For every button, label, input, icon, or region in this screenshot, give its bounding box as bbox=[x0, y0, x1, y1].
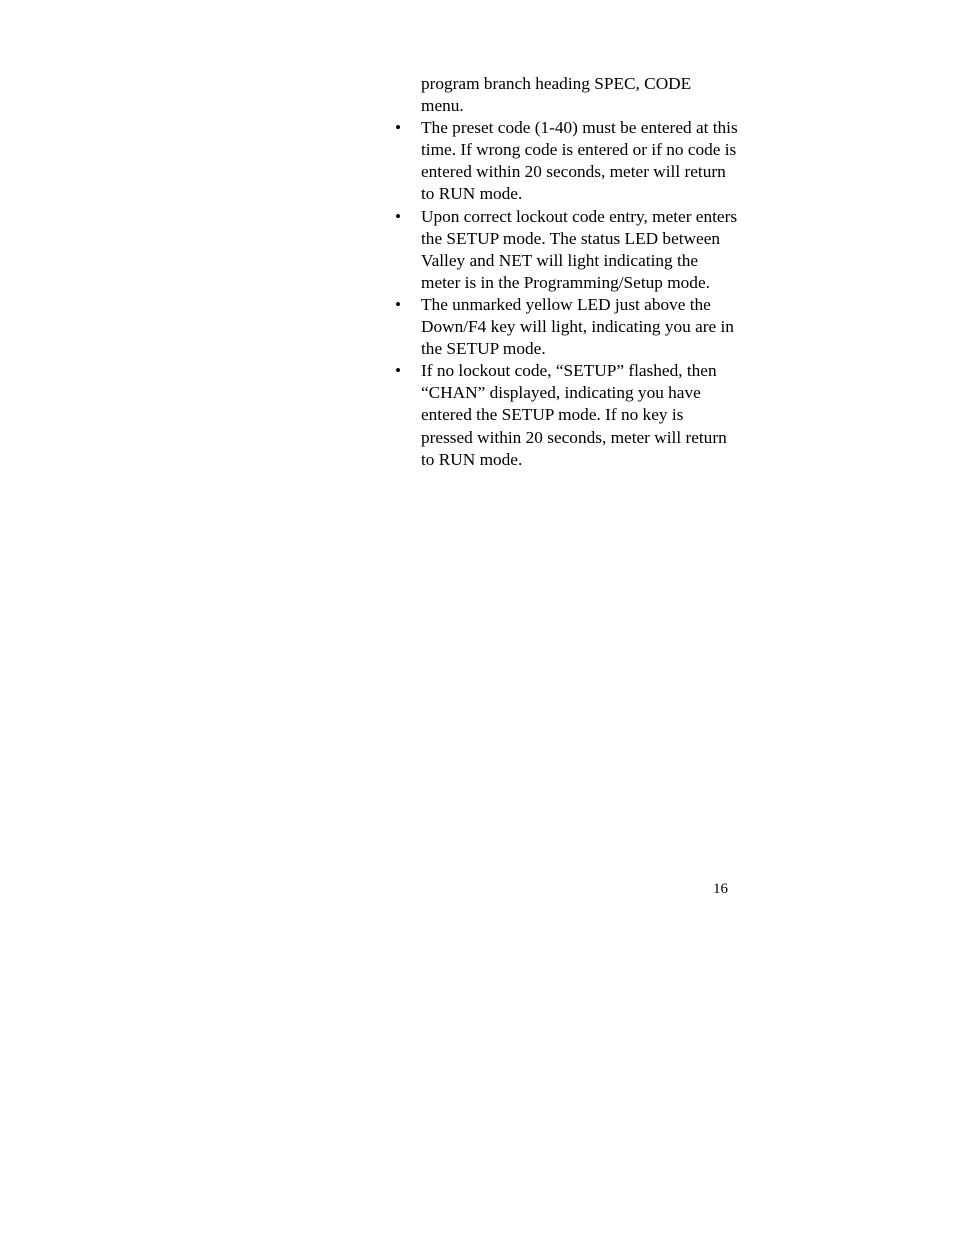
list-item bbox=[393, 206, 738, 294]
list-item-text: The unmarked yellow LED just above the Down/F4 key will light, indicating you are in the SETUP mode. bbox=[421, 294, 734, 359]
list-item-text: The preset code (1-40) must be entered at this time. If wrong code is entered or if no code is entered within 20 seconds, meter will return to RUN mode. bbox=[421, 118, 738, 204]
continuation-paragraph: program branch heading SPEC, CODE menu. bbox=[421, 74, 692, 116]
list-item bbox=[393, 117, 738, 205]
list-item-text: If no lockout code, “SETUP” flashed, then “CHAN” displayed, indicating you have entered the SETUP mode. If no key is pressed within 20 seconds, meter will return to RUN mode. bbox=[421, 361, 727, 469]
text-column bbox=[393, 73, 738, 471]
bullet-icon: • bbox=[394, 361, 402, 381]
list-item bbox=[393, 294, 738, 360]
list-item bbox=[393, 360, 738, 470]
page-number: 16 bbox=[713, 881, 728, 897]
bullet-icon: • bbox=[394, 206, 402, 226]
list-item-text: Upon correct lockout code entry, meter enters the SETUP mode. The status LED between Valley and NET will light indicating the meter is in the Programming/Setup mode. bbox=[421, 206, 738, 292]
bullet-icon: • bbox=[394, 118, 402, 138]
bullet-list bbox=[393, 117, 738, 471]
bullet-icon: • bbox=[394, 294, 402, 314]
